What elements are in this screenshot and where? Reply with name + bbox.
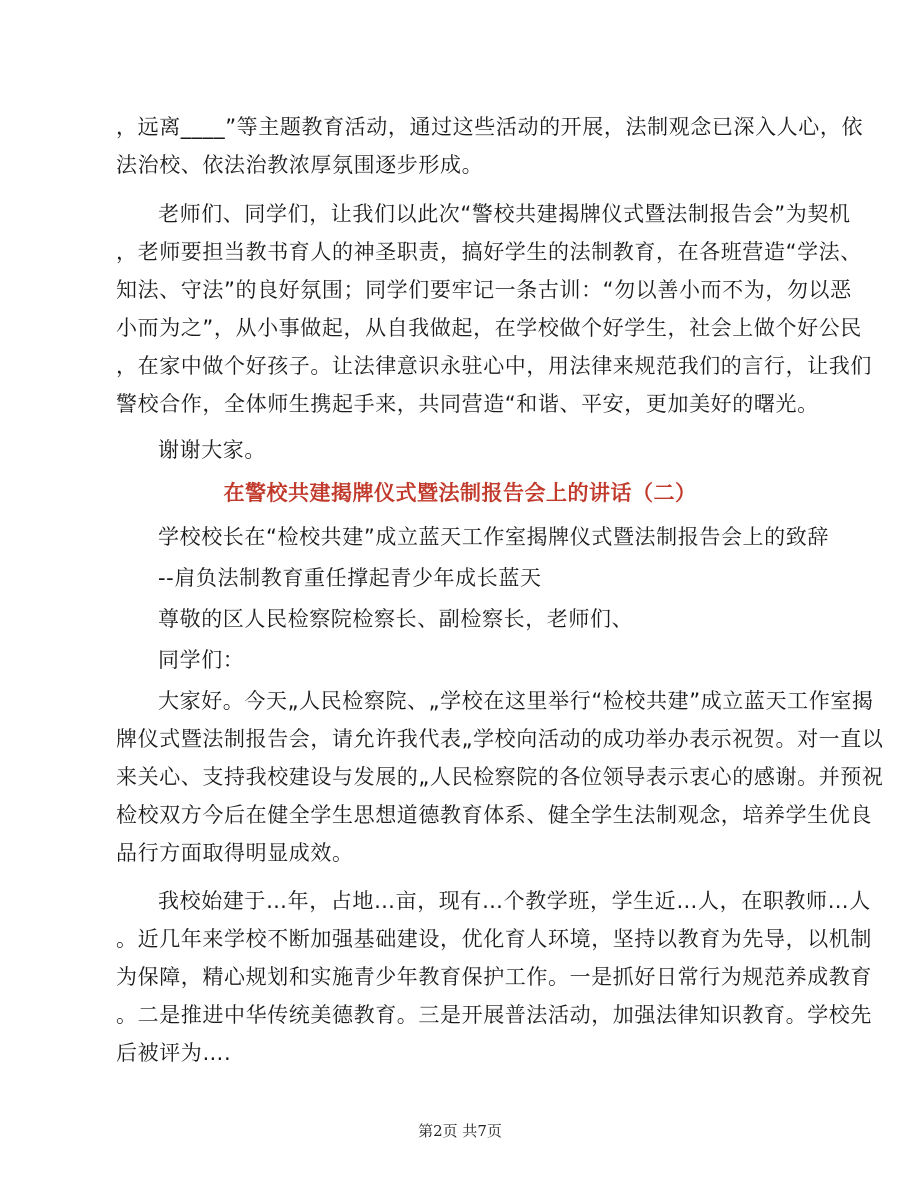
subtitle-line-2: --肩负法制教育重任撑起青少年成长蓝天 — [158, 566, 542, 590]
paragraph-3-line-3: 来关心、支持我校建设与发展的„人民检察院的各位领导表示衷心的感谢。并预祝 — [116, 765, 884, 789]
paragraph-2-line-2: ，老师要担当教书育人的神圣职责，搞好学生的法制教育，在各班营造“学法、 — [116, 240, 862, 264]
salutation-line-2: 同学们： — [158, 648, 245, 672]
paragraph-3-line-4: 检校双方今后在健全学生思想道德教育体系、健全学生法制观念，培养学生优良 — [116, 803, 872, 827]
section-title: 在警校共建揭牌仪式暨法制报告会上的讲话（二） — [223, 481, 697, 505]
paragraph-4-line-3: 为保障，精心规划和实施青少年教育保护工作。一是抓好日常行为规范养成教育 — [116, 965, 872, 989]
paragraph-2-line-4: 小而为之”，从小事做起，从自我做起，在学校做个好学生，社会上做个好公民 — [116, 316, 862, 340]
paragraph-2-line-3: 知法、守法”的良好氛围；同学们要牢记一条古训：“勿以善小而不为，勿以恶 — [116, 278, 852, 302]
closing-line: 谢谢大家。 — [158, 438, 266, 462]
paragraph-1-line-1: ，远离____”等主题教育活动，通过这些活动的开展，法制观念已深入人心，依 — [116, 115, 864, 139]
salutation-line-1: 尊敬的区人民检察院检察长、副检察长，老师们、 — [158, 607, 634, 631]
paragraph-4-line-5: 后被评为…. — [116, 1041, 232, 1065]
paragraph-2-line-6: 警校合作，全体师生携起手来，共同营造“和谐、平安，更加美好的曙光。 — [116, 392, 819, 416]
paragraph-3-line-1: 大家好。今天„人民检察院、„学校在这里举行“检校共建”成立蓝天工作室揭 — [158, 689, 874, 713]
paragraph-1-line-2: 法治校、依法治教浓厚氛围逐步形成。 — [116, 153, 484, 177]
paragraph-4-line-1: 我校始建于…年，占地…亩，现有…个教学班，学生近…人，在职教师…人 — [158, 889, 871, 913]
paragraph-4-line-2: 。近几年来学校不断加强基础建设，优化育人环境，坚持以教育为先导，以机制 — [116, 927, 872, 951]
paragraph-2-line-1: 老师们、同学们，让我们以此次“警校共建揭牌仪式暨法制报告会”为契机 — [158, 202, 851, 226]
paragraph-2-line-5: ，在家中做个好孩子。让法律意识永驻心中，用法律来规范我们的言行，让我们 — [116, 354, 872, 378]
subtitle-line-1: 学校校长在“检校共建”成立蓝天工作室揭牌仪式暨法制报告会上的致辞 — [158, 525, 829, 549]
paragraph-3-line-2: 牌仪式暨法制报告会，请允许我代表„学校向活动的成功举办表示祝贺。对一直以 — [116, 727, 884, 751]
page-footer: 第2页 共7页 — [418, 1122, 502, 1140]
paragraph-4-line-4: 。二是推进中华传统美德教育。三是开展普法活动，加强法律知识教育。学校先 — [116, 1003, 872, 1027]
paragraph-3-line-5: 品行方面取得明显成效。 — [116, 841, 354, 865]
